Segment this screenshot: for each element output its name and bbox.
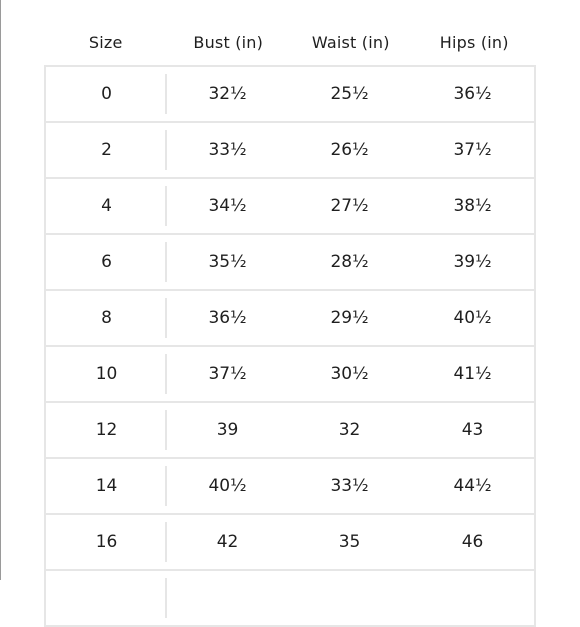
cell-waist: 25½ <box>330 84 369 104</box>
cell-waist: 26½ <box>330 140 369 160</box>
cell-hips: 37½ <box>453 140 492 160</box>
table-row <box>46 347 534 403</box>
table-row <box>46 123 534 179</box>
cell-size: 14 <box>46 459 167 513</box>
cell-bust: 42 <box>216 532 239 552</box>
cell-bust <box>167 571 288 625</box>
cell-waist: 30½ <box>330 364 369 384</box>
cell-waist: 32 <box>338 420 361 440</box>
cell-hips: 44½ <box>453 476 492 496</box>
cell-waist: 33½ <box>330 476 369 496</box>
cell-hips: 46 <box>461 532 484 552</box>
cell-size: 10 <box>46 347 167 401</box>
cell-hips: 36½ <box>453 84 492 104</box>
header-bust: Bust (in) <box>193 33 264 52</box>
cell-size: 12 <box>46 403 167 457</box>
cell-bust: 35½ <box>208 252 247 272</box>
cell-bust: 33½ <box>208 140 247 160</box>
cell-hips: 43 <box>461 420 484 440</box>
cell-bust: 32½ <box>208 84 247 104</box>
table-row <box>46 235 534 291</box>
cell-bust: 39 <box>216 420 239 440</box>
table-body <box>44 65 536 627</box>
cell-size: 2 <box>46 123 167 177</box>
cell-hips <box>411 571 534 625</box>
table-row <box>46 515 534 571</box>
cell-waist: 28½ <box>330 252 369 272</box>
cell-waist: 27½ <box>330 196 369 216</box>
cell-hips: 40½ <box>453 308 492 328</box>
table-row <box>46 179 534 235</box>
table-header-row <box>44 20 536 65</box>
table-row <box>46 67 534 123</box>
table-row <box>46 571 534 627</box>
size-chart-table <box>44 20 536 627</box>
cell-bust: 34½ <box>208 196 247 216</box>
table-row <box>46 291 534 347</box>
cell-hips: 38½ <box>453 196 492 216</box>
table-row <box>46 403 534 459</box>
cell-size: 6 <box>46 235 167 289</box>
cell-waist: 29½ <box>330 308 369 328</box>
cell-size: 16 <box>46 515 167 569</box>
cell-hips: 41½ <box>453 364 492 384</box>
cell-hips: 39½ <box>453 252 492 272</box>
cell-size: 4 <box>46 179 167 233</box>
cell-waist <box>288 571 411 625</box>
header-waist: Waist (in) <box>311 33 390 52</box>
cell-waist: 35 <box>338 532 361 552</box>
cell-size: 0 <box>46 67 167 121</box>
header-size: Size <box>88 33 123 52</box>
cell-size: 8 <box>46 291 167 345</box>
left-edge-divider <box>0 0 1 580</box>
cell-bust: 37½ <box>208 364 247 384</box>
cell-bust: 40½ <box>208 476 247 496</box>
header-hips: Hips (in) <box>439 33 509 52</box>
cell-bust: 36½ <box>208 308 247 328</box>
table-row <box>46 459 534 515</box>
cell-size <box>46 571 167 625</box>
